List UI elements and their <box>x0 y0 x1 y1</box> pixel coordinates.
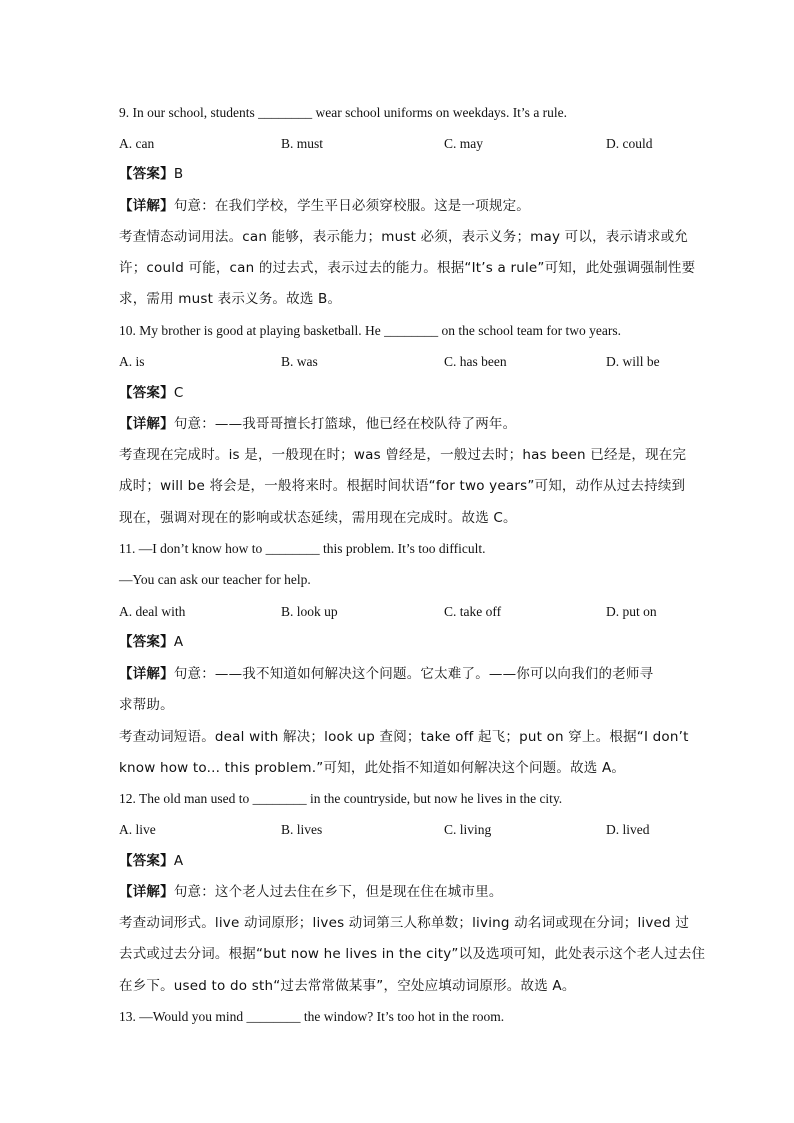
option-d: D. could <box>606 136 653 151</box>
option-c: C. living <box>444 822 492 837</box>
answer-line <box>119 633 679 651</box>
question-stem: 11. —I don’t know how to ________ this problem. It’s too difficult. <box>119 541 486 556</box>
answer-line <box>119 384 679 402</box>
detail-text: know how to... this problem.”可知，此处指不知道如何解决这个问题。故选 A。 <box>119 760 626 776</box>
detail-line <box>119 665 679 683</box>
answer-value: C <box>173 385 184 401</box>
question-stem: 10. My brother is good at playing basketball. He ________ on the school team for two years. <box>119 323 622 338</box>
option-a: A. can <box>119 136 155 151</box>
detail-text: 考查动词短语。deal with 解决；look up 查阅；take off 起飞；put on 穿上。根据“I don’t <box>119 729 689 745</box>
detail-text: 句意：在我们学校，学生平日必须穿校服。这是一项规定。 <box>173 198 531 214</box>
detail-line <box>119 883 679 901</box>
answer-tag: 【答案】 <box>119 385 174 401</box>
detail-text: 求，需用 must 表示义务。故选 B。 <box>119 291 342 307</box>
detail-text: 成时；will be 将会是，一般将来时。根据时间状语“for two years”可知，动作从过去持续到 <box>119 478 686 494</box>
detail-text: 许；could 可能，can 的过去式，表示过去的能力。根据“It’s a rule”可知，此处强调强制性要 <box>119 260 696 276</box>
option-d: D. lived <box>606 822 650 837</box>
detail-text: 考查情态动词用法。can 能够，表示能力；must 必须，表示义务；may 可以，表示请求或允 <box>119 229 688 245</box>
answer-line <box>119 165 679 183</box>
options-row <box>119 353 679 371</box>
answer-tag: 【答案】 <box>119 166 174 182</box>
option-c: C. has been <box>444 354 507 369</box>
detail-text: 句意：这个老人过去住在乡下，但是现在住在城市里。 <box>173 884 503 900</box>
detail-text: 句意：——我不知道如何解决这个问题。它太难了。——你可以向我们的老师寻 <box>173 666 654 682</box>
detail-text: 求帮助。 <box>119 697 174 713</box>
answer-value: A <box>173 634 184 650</box>
option-b: B. was <box>281 354 318 369</box>
option-c: C. take off <box>444 604 502 619</box>
question-stem: 9. In our school, students ________ wear school uniforms on weekdays. It’s a rule. <box>119 105 568 120</box>
options-row <box>119 135 679 153</box>
question-stem: 12. The old man used to ________ in the countryside, but now he lives in the city. <box>119 791 563 806</box>
answer-value: A <box>173 853 184 869</box>
detail-text: 考查动词形式。live 动词原形；lives 动词第三人称单数；living 动名词或现在分词；lived 过 <box>119 915 690 931</box>
option-c: C. may <box>444 136 483 151</box>
option-a: A. is <box>119 354 145 369</box>
answer-tag: 【答案】 <box>119 634 174 650</box>
option-b: B. must <box>281 136 324 151</box>
detail-text: 在乡下。used to do sth“过去常常做某事”，空处应填动词原形。故选 A。 <box>119 978 576 994</box>
answer-value: B <box>173 166 184 182</box>
option-d: D. will be <box>606 354 660 369</box>
detail-text: 现在，强调对现在的影响或状态延续，需用现在完成时。故选 C。 <box>119 510 517 526</box>
detail-tag: 【详解】 <box>119 416 174 432</box>
question-stem: 13. —Would you mind ________ the window? It’s too hot in the room. <box>119 1009 505 1024</box>
options-row <box>119 821 679 839</box>
question-stem-reply: —You can ask our teacher for help. <box>119 572 311 587</box>
option-b: B. lives <box>281 822 323 837</box>
detail-line <box>119 197 679 215</box>
answer-line <box>119 852 679 870</box>
option-a: A. deal with <box>119 604 186 619</box>
detail-text: 句意：——我哥哥擅长打篮球，他已经在校队待了两年。 <box>173 416 517 432</box>
detail-tag: 【详解】 <box>119 884 174 900</box>
detail-text: 去式或过去分词。根据“but now he lives in the city”以及选项可知，此处表示这个老人过去住 <box>119 946 706 962</box>
detail-tag: 【详解】 <box>119 666 174 682</box>
detail-line <box>119 415 679 433</box>
answer-tag: 【答案】 <box>119 853 174 869</box>
detail-text: 考查现在完成时。is 是，一般现在时；was 曾经是，一般过去时；has been 已经是，现在完 <box>119 447 687 463</box>
option-b: B. look up <box>281 604 338 619</box>
option-d: D. put on <box>606 604 657 619</box>
options-row <box>119 603 679 621</box>
option-a: A. live <box>119 822 156 837</box>
detail-tag: 【详解】 <box>119 198 174 214</box>
